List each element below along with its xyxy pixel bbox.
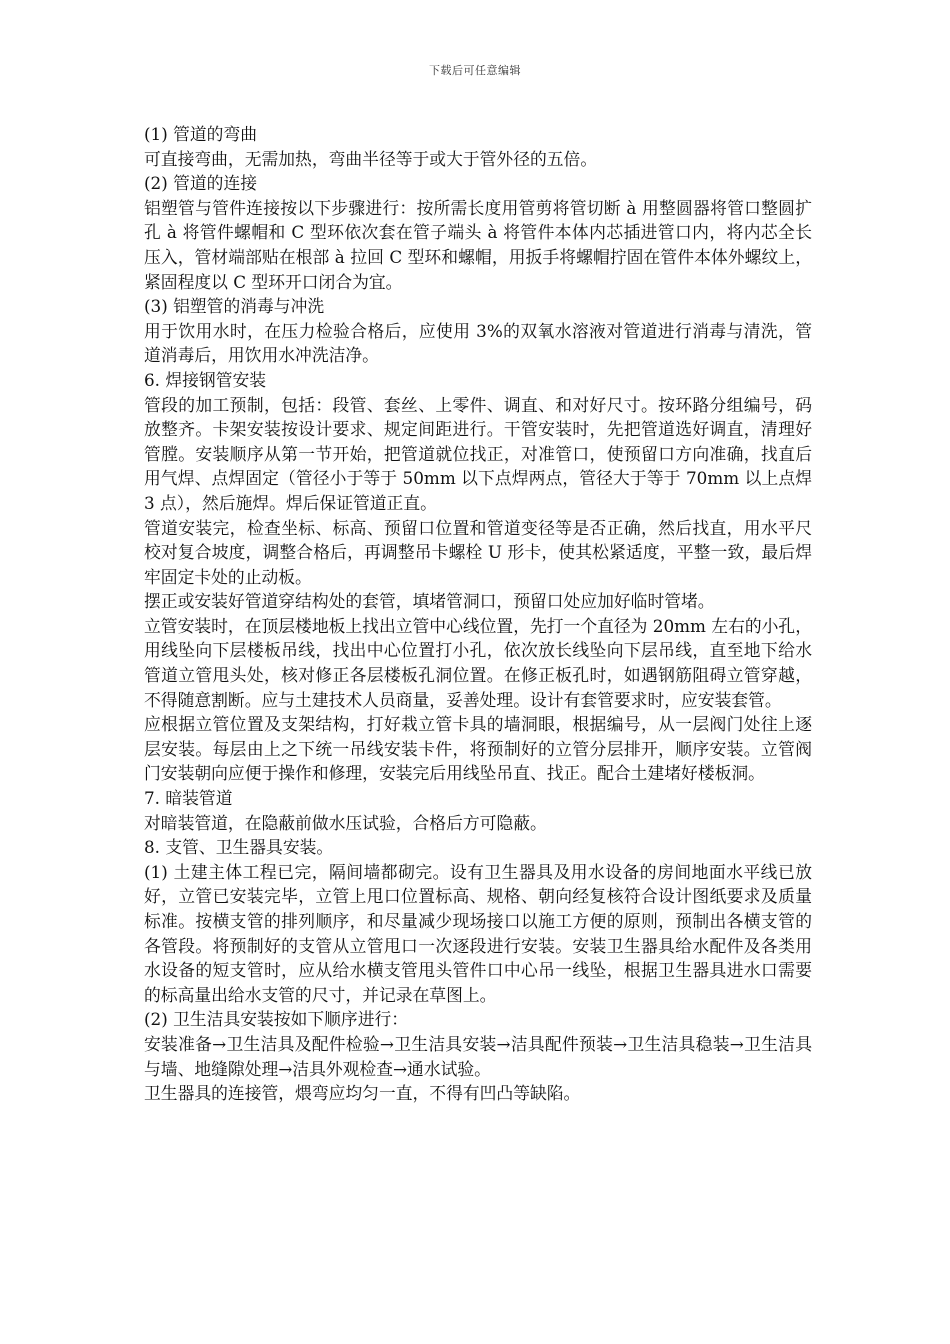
page-header: 下载后可任意编辑 <box>429 64 521 77</box>
paragraph-connection-pipe: 卫生器具的连接管，煨弯应均匀一直，不得有凹凸等缺陷。 <box>144 1083 581 1104</box>
paragraph-pipe-bending: 可直接弯曲，无需加热，弯曲半径等于或大于管外径的五倍。 <box>144 148 598 169</box>
paragraph-prefabrication: 管段的加工预制，包括：段管、套丝、上零件、调直、和对好尺寸。按环路分组编号，码放整齐。卡架安装按设计要求、规定间距进行。干管安装时，先把管道选好调直，清理好管膛。安装顺序从第一节开始，把管道就位找正，对准管口，使预留口方向准确，找直后用气焊、点焊固定（管径小于等于 50mm 以下点焊两点，管径大于等于 70mm 以上点焊 3 点），然后施焊。焊后保证管道正直。 <box>144 394 812 513</box>
document-body <box>144 122 812 1106</box>
paragraph-sanitary-sequence: 安装准备→卫生洁具及配件检验→卫生洁具安装→洁具配件预装→卫生洁具稳装→卫生洁具与墙、地缝隙处理→洁具外观检查→通水试验。 <box>144 1033 812 1079</box>
heading-concealed-pipe: 7. 暗装管道 <box>144 788 233 809</box>
heading-disinfection: (3) 铝塑管的消毒与冲洗 <box>144 296 325 317</box>
paragraph-branch-fixtures: (1) 土建主体工程已完，隔间墙都砌完。设有卫生器具及用水设备的房间地面水平线已放好，立管已安装完毕，立管上甩口位置标高、规格、朝向经复核符合设计图纸要求及质量标准。按横支管的排列顺序，和尽量减少现场接口以施工方便的原则，预制出各横支管的各管段。将预制好的支管从立管甩口一次逐段进行安装。安装卫生器具给水配件及各类用水设备的短支管时，应从给水横支管甩头管件口中心吊一线坠，根据卫生器具进水口需要的标高量出给水支管的尺寸，并记录在草图上。 <box>144 861 812 1005</box>
paragraph-inspection: 管道安装完，检查坐标、标高、预留口位置和管道变径等是否正确，然后找直，用水平尺校对复合坡度，调整合格后，再调整吊卡螺栓 U 形卡，使其松紧适度，平整一致，最后焊牢固定卡处的止动板。 <box>144 517 812 587</box>
heading-pipe-connection: (2) 管道的连接 <box>144 173 258 194</box>
paragraph-pipe-connection: 铝塑管与管件连接按以下步骤进行：按所需长度用管剪将管切断 à 用整圆器将管口整圆扩孔 à 将管件螺帽和 C 型环依次套在管子端头 à 将管件本体内芯插进管口内，将内芯全长压入，管材端部贴在根部 à 拉回 C 型环和螺帽，用扳手将螺帽拧固在管件本体外螺纹上，紧固程度以 C 型环开口闭合为宜。 <box>144 197 812 292</box>
paragraph-sleeve: 摆正或安装好管道穿结构处的套管，填堵管洞口，预留口处应加好临时管堵。 <box>144 591 715 612</box>
paragraph-riser-clamps: 应根据立管位置及支架结构，打好栽立管卡具的墙洞眼，根据编号，从一层阀门处往上逐层安装。每层由上之下统一吊线安装卡件，将预制好的立管分层排开，顺序安装。立管阀门安装朝向应便于操作和修理，安装完后用线坠吊直、找正。配合土建堵好楼板洞。 <box>144 714 812 784</box>
heading-pipe-bending: (1) 管道的弯曲 <box>144 124 258 144</box>
paragraph-disinfection: 用于饮用水时，在压力检验合格后，应使用 3%的双氧水溶液对管道进行消毒与清洗，管道消毒后，用饮用水冲洗洁净。 <box>144 320 812 366</box>
heading-sanitary-sequence: (2) 卫生洁具安装按如下顺序进行： <box>144 1009 409 1030</box>
paragraph-concealed-pipe: 对暗装管道，在隐蔽前做水压试验，合格后方可隐蔽。 <box>144 812 547 833</box>
heading-welded-steel-pipe: 6. 焊接钢管安装 <box>144 369 267 390</box>
paragraph-riser-install: 立管安装时，在顶层楼地板上找出立管中心线位置，先打一个直径为 20mm 左右的小孔，用线坠向下层楼板吊线，找出中心位置打小孔，依次放长线坠向下层吊线，直至地下给水管道立管甩头处，核对修正各层楼板孔洞位置。在修正板孔时，如遇钢筋阻碍立管穿越，不得随意割断。应与土建技术人员商量，妥善处理。设计有套管要求时，应安装套管。 <box>144 615 812 710</box>
heading-branch-fixtures: 8. 支管、卫生器具安装。 <box>144 837 334 858</box>
